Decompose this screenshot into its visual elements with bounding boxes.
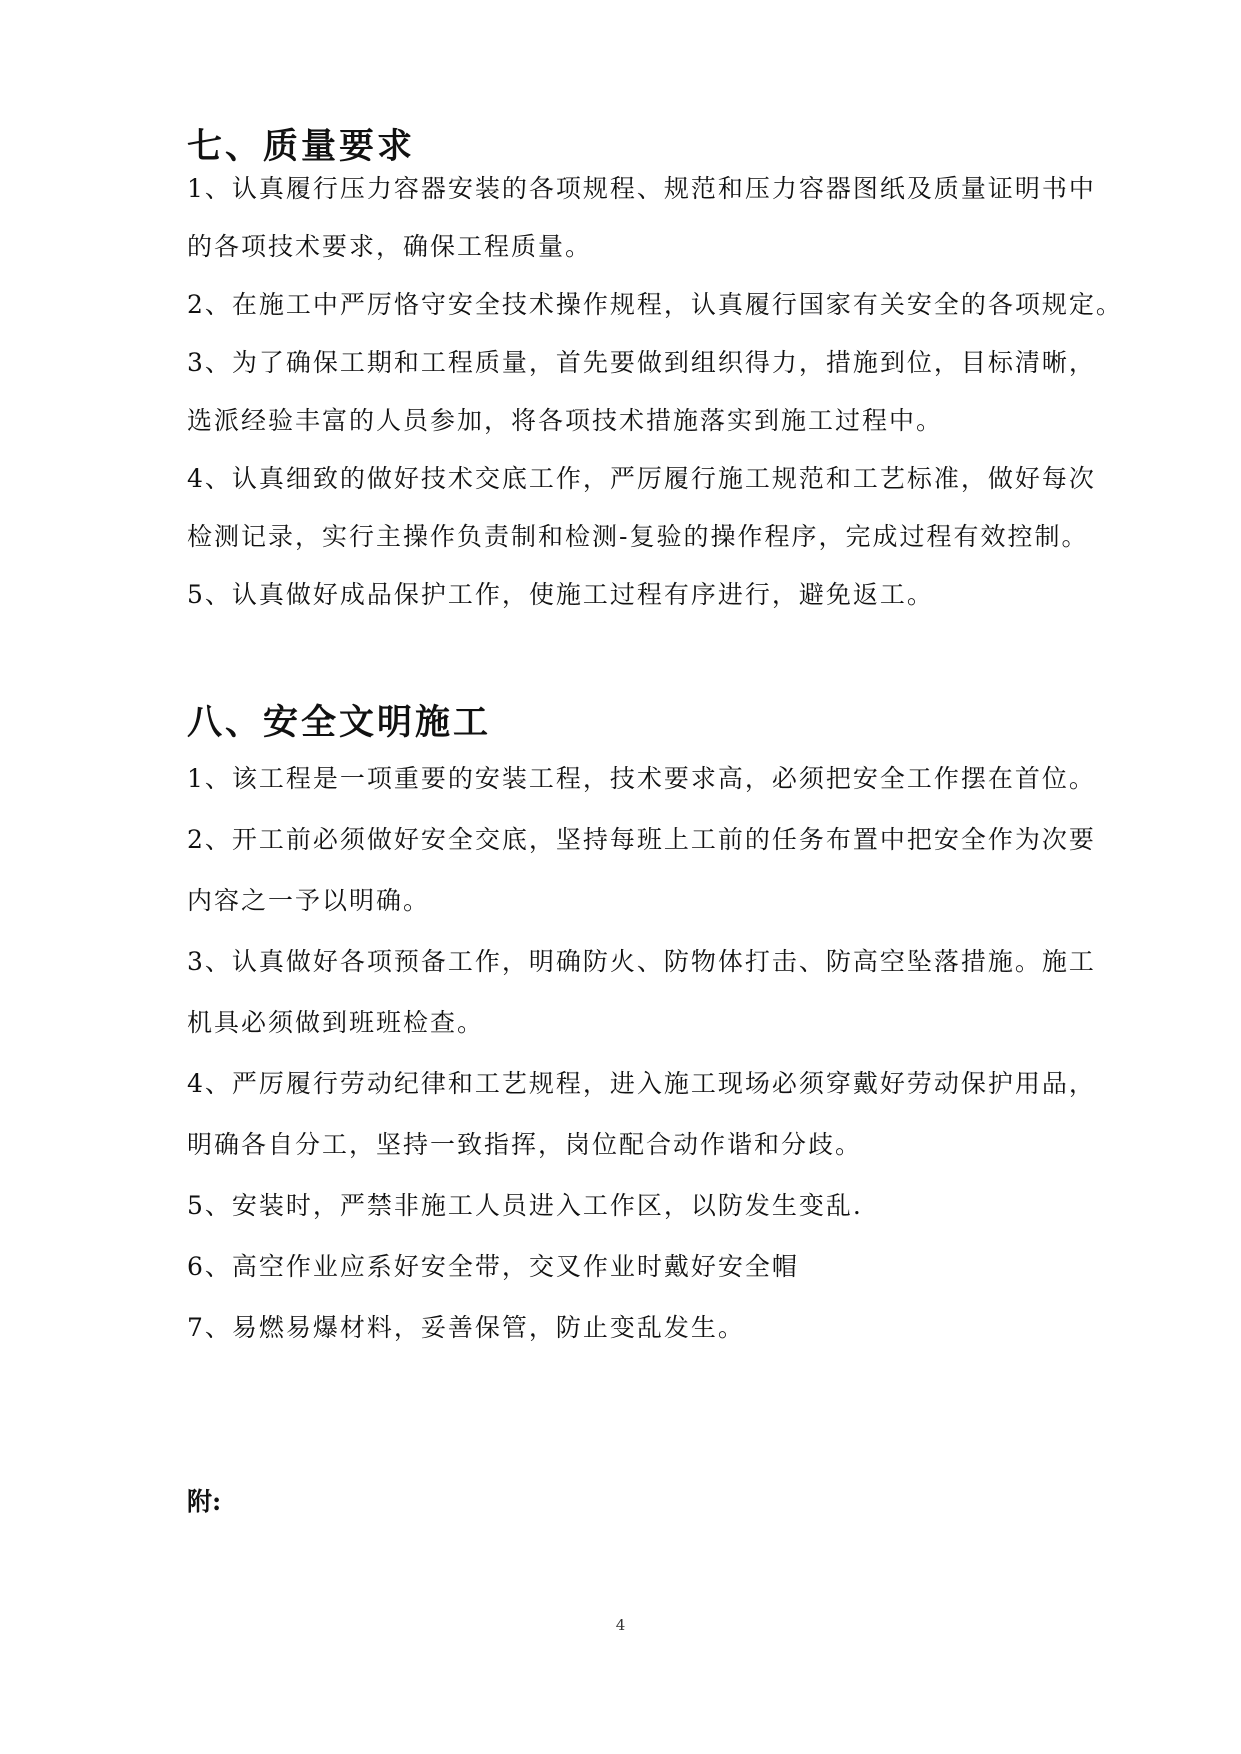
section-8-line-5: 机具必须做到班班检查。 [187,1008,485,1037]
section-8-line-9: 6、高空作业应系好安全带，交叉作业时戴好安全帽 [187,1252,799,1281]
page-number: 4 [615,1616,626,1634]
appendix-label: 附: [187,1487,222,1516]
section-7-line-3: 2、在施工中严厉恪守安全技术操作规程，认真履行国家有关安全的各项规定。 [187,290,1123,319]
section-7-heading: 七、质量要求 [187,126,416,167]
section-8-line-1: 1、该工程是一项重要的安装工程，技术要求高，必须把安全工作摆在首位。 [187,764,1096,793]
section-8-line-6: 4、严厉履行劳动纪律和工艺规程，进入施工现场必须穿戴好劳动保护用品， [187,1069,1096,1098]
section-8-heading: 八、安全文明施工 [187,702,492,743]
section-7-line-2: 的各项技术要求，确保工程质量。 [187,232,593,261]
section-8-line-10: 7、易燃易爆材料，妥善保管，防止变乱发生。 [187,1313,745,1342]
section-7-line-1: 1、认真履行压力容器安装的各项规程、规范和压力容器图纸及质量证明书中 [187,174,1096,203]
section-8-line-3: 内容之一予以明确。 [187,886,431,915]
section-8-line-7: 明确各自分工，坚持一致指挥，岗位配合动作谐和分歧。 [187,1130,863,1159]
section-8-line-2: 2、开工前必须做好安全交底，坚持每班上工前的任务布置中把安全作为次要 [187,825,1096,854]
section-7-line-7: 检测记录，实行主操作负责制和检测-复验的操作程序，完成过程有效控制。 [187,522,1089,551]
section-8-line-8: 5、安装时，严禁非施工人员进入工作区，以防发生变乱. [187,1191,863,1220]
section-7-line-6: 4、认真细致的做好技术交底工作，严厉履行施工规范和工艺标准，做好每次 [187,464,1096,493]
section-7-line-8: 5、认真做好成品保护工作，使施工过程有序进行，避免返工。 [187,580,934,609]
section-7-line-5: 选派经验丰富的人员参加，将各项技术措施落实到施工过程中。 [187,406,944,435]
section-7-line-4: 3、为了确保工期和工程质量，首先要做到组织得力，措施到位，目标清晰， [187,348,1096,377]
section-8-line-4: 3、认真做好各项预备工作，明确防火、防物体打击、防高空坠落措施。施工 [187,947,1096,976]
